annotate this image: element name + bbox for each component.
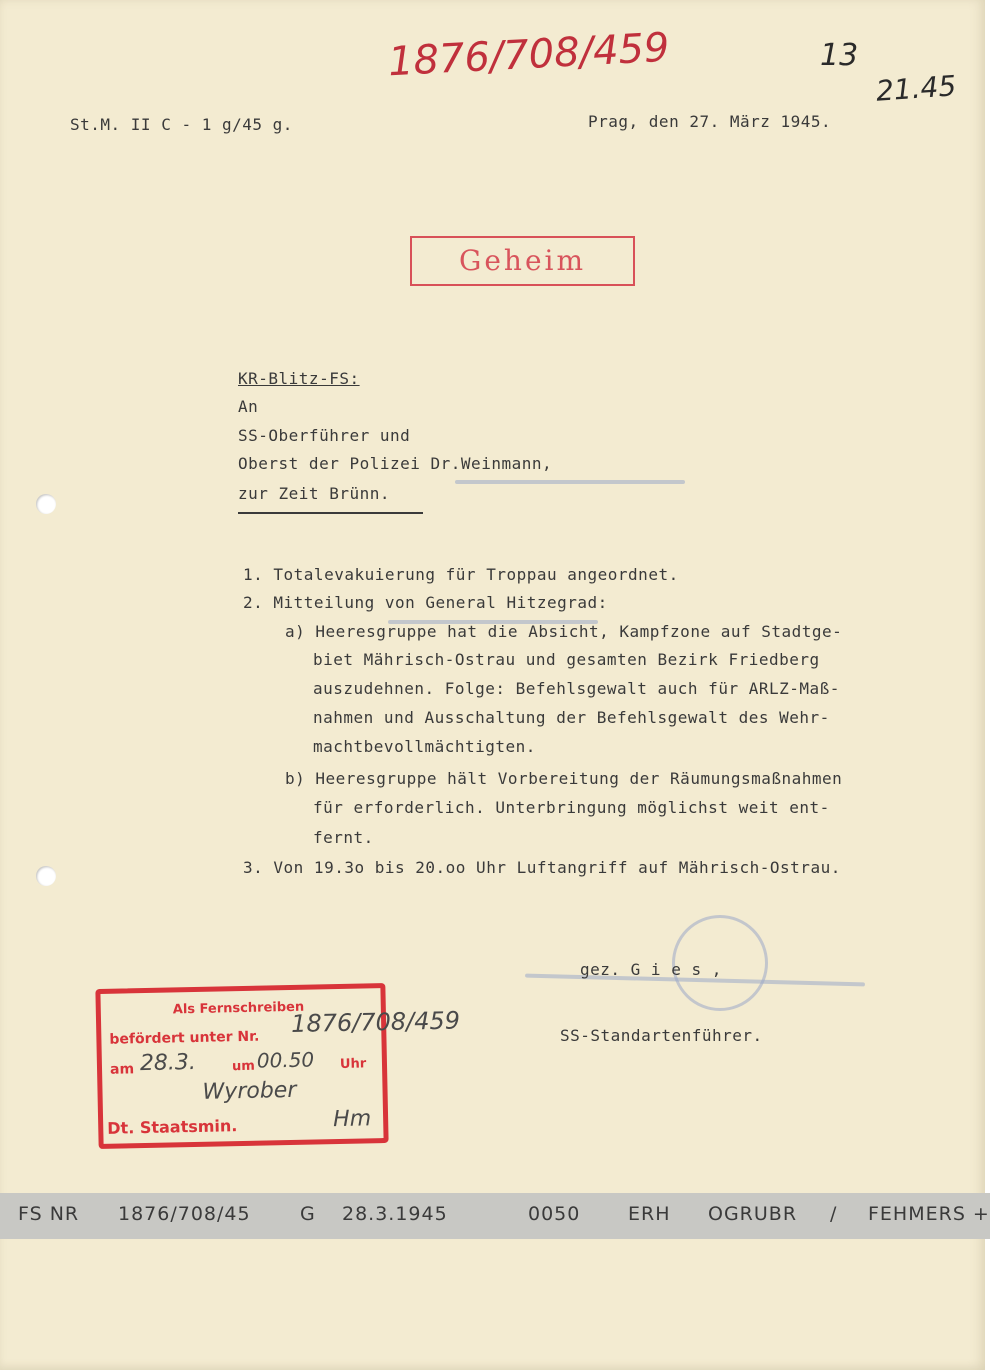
stamp-line-4: Dt. Staatsmin. (107, 1116, 238, 1138)
stamp-hand-initial: Hm (332, 1106, 372, 1133)
strip-prefix: FS NR (18, 1203, 80, 1225)
strip-flag: G (300, 1203, 316, 1225)
classification-stamp (410, 236, 635, 286)
stamp-hand-time: 00.50 (256, 1047, 315, 1073)
stamp-line-3-end: Uhr (339, 1056, 367, 1072)
handwritten-file-number: 1876/708/459 (386, 24, 671, 86)
stamp-hand-number: 1876/708/459 (290, 1006, 461, 1038)
handwritten-corner-note: 21.45 (874, 69, 958, 108)
stamp-hand-date: 28.3. (139, 1049, 197, 1077)
address-line-1: KR-Blitz-FS: (238, 369, 360, 388)
body-item-3: 3. Von 19.3o bis 20.oo Uhr Luftangriff auf Mährisch-Ostrau. (243, 858, 841, 877)
body-item-2: 2. Mitteilung von General Hitzegrad: (243, 593, 608, 612)
handwritten-page-number: 13 (820, 38, 859, 73)
classification-stamp-text: Geheim (458, 244, 587, 277)
strip-code-2: OGRUBR (708, 1203, 798, 1225)
address-line-3: SS-Oberführer und (238, 426, 411, 445)
body-item-2a-line-1: a) Heeresgruppe hat die Absicht, Kampfzone auf Stadtge- (285, 622, 843, 641)
signature-name: gez. G i e s , (580, 960, 722, 979)
address-line-5: zur Zeit Brünn. (238, 484, 390, 503)
punch-hole (36, 866, 56, 886)
strip-date: 28.3.1945 (342, 1203, 448, 1225)
body-item-2a-line-4: nahmen und Ausschaltung der Befehlsgewalt des Wehr- (313, 708, 830, 727)
body-item-2b-line-2: für erforderlich. Unterbringung möglichst weit ent- (313, 798, 830, 817)
body-item-2b-line-3: fernt. (313, 828, 374, 847)
reference-line: St.M. II C - 1 g/45 g. (70, 115, 293, 134)
stamp-line-3: am (109, 1061, 135, 1078)
strip-number: 1876/708/45 (118, 1203, 251, 1225)
strip-time: 0050 (528, 1203, 581, 1225)
stamp-line-3-unit: um (231, 1058, 255, 1075)
signature-rank: SS-Standartenführer. (560, 1026, 763, 1045)
stamp-line-1: Als Fernschreiben (172, 999, 305, 1018)
strip-separator: / (830, 1203, 838, 1225)
strip-code-3: FEHMERS + (868, 1203, 990, 1225)
body-item-2a-line-2: biet Mährisch-Ostrau und gesamten Bezirk Friedberg (313, 650, 820, 669)
strip-code-1: ERH (628, 1203, 671, 1225)
stamp-hand-signature: Wyrober (202, 1077, 297, 1105)
body-item-2b-line-1: b) Heeresgruppe hält Vorbereitung der Räumungsmaßnahmen (285, 769, 843, 788)
body-item-2a-line-3: auszudehnen. Folge: Befehlsgewalt auch für ARLZ-Maß- (313, 679, 840, 698)
body-item-1: 1. Totalevakuierung für Troppau angeordnet. (243, 565, 679, 584)
punch-hole (36, 494, 56, 514)
stamp-line-2: befördert unter Nr. (109, 1028, 260, 1048)
address-line-2: An (238, 397, 259, 416)
body-item-2a-line-5: machtbevollmächtigten. (313, 737, 536, 756)
address-line-4: Oberst der Polizei Dr.Weinmann, (238, 454, 553, 473)
transmission-stamp (95, 983, 461, 1149)
pencil-underline (455, 480, 685, 484)
place-date: Prag, den 27. März 1945. (588, 112, 832, 131)
address-rule (238, 512, 423, 514)
